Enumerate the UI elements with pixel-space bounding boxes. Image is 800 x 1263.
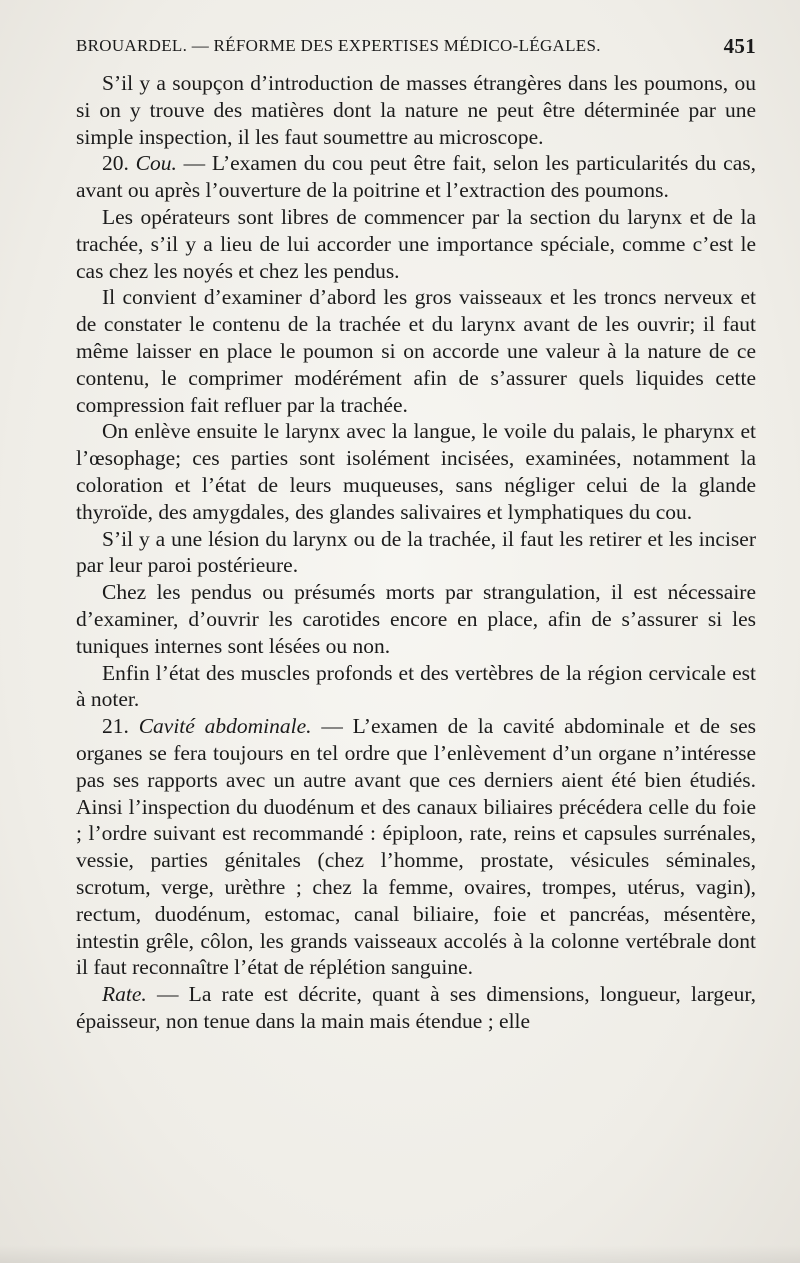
page-number: 451 [723, 34, 756, 58]
paragraph [76, 526, 756, 580]
paragraph [76, 70, 756, 150]
paragraph [76, 660, 756, 714]
paragraph [76, 579, 756, 659]
paragraph-text: Les opérateurs sont libres de commencer par la section du larynx et de la trachée, s’il y a lieu de lui accorder une importance spéciale, comme c’est le cas chez les noyés et chez les pendus. [76, 204, 756, 283]
paragraph-text: Il convient d’examiner d’abord les gros vaisseaux et les troncs nerveux et de constater le contenu de la trachée et du larynx avant de les ouvrir; il faut même laisser en place le poumon si on accorde une valeur à la nature de ce contenu, le comprimer modérément afin de s’assurer quels liquides cette compression fait refluer par la trachée. [76, 285, 756, 417]
paragraph-text: Enfin l’état des muscles profonds et des vertèbres de la région cervicale est à noter. [76, 660, 756, 712]
paragraph [76, 713, 756, 981]
section-heading: Rate. [102, 982, 147, 1007]
paragraph [76, 284, 756, 418]
section-number: 20. [102, 151, 129, 176]
section-number: 21. [102, 714, 129, 739]
paragraph [76, 418, 756, 525]
paragraph [76, 981, 756, 1035]
paragraph-text: S’il y a soupçon d’introduction de masses étrangères dans les poumons, ou si on y trouve des matières dont la nature ne peut être déterminée par une simple inspection, il les faut soumettre au microscope. [76, 71, 756, 149]
paragraph-text: — La rate est décrite, quant à ses dimensions, longueur, largeur, épaisseur, non tenue dans la main mais étendue ; elle [76, 982, 756, 1033]
paragraph-text: On enlève ensuite le larynx avec la langue, le voile du palais, le pharynx et l’œsophage; ces parties sont isolément incisées, examinées, notamment la coloration et l’état de leurs muqueuses, sans négliger celui de la glande thyroïde, des amygdales, des glandes salivaires et lymphatiques du cou. [76, 419, 756, 524]
paragraph [76, 204, 756, 284]
section-heading: Cou. [135, 151, 177, 176]
paragraph-text: Chez les pendus ou présumés morts par strangulation, il est nécessaire d’examiner, d’ouvrir les carotides encore en place, afin de s’assurer si les tuniques internes sont lésées ou non. [76, 580, 756, 658]
paragraph-text: S’il y a une lésion du larynx ou de la trachée, il faut les retirer et les inciser par leur paroi postérieure. [76, 526, 756, 578]
running-header [76, 34, 756, 60]
section-heading: Cavité abdominale. [138, 714, 312, 739]
page-edge-shadow [0, 1245, 800, 1263]
paragraph-text: — L’examen de la cavité abdominale et de ses organes se fera toujours en tel ordre que l’enlèvement d’un organe n’intéresse pas ses rapports avec un autre avant que ces derniers aient été bien étudiés. Ainsi l’inspection du duodénum et des canaux biliaires précédera celle du foie ; l’ordre suivant est recommandé : épiploon, rate, reins et capsules surrénales, vessie, parties génitales (chez l’homme, prostate, vésicules séminales, scrotum, verge, urèthre ; chez la femme, ovaires, trompes, utérus, vagin), rectum, duodénum, estomac, canal biliaire, foie et pancréas, mésentère, intestin grêle, côlon, les grands vaisseaux accolés à la colonne vertébrale dont il faut reconnaître l’état de réplétion sanguine. [76, 714, 756, 980]
body-text [76, 70, 756, 1035]
paragraph-text: — L’examen du cou peut être fait, selon les particularités du cas, avant ou après l’ouverture de la poitrine et l’extraction des poumons. [76, 151, 757, 203]
paragraph [76, 150, 756, 204]
running-title: BROUARDEL. — RÉFORME DES EXPERTISES MÉDICO-LÉGALES. [76, 36, 601, 55]
